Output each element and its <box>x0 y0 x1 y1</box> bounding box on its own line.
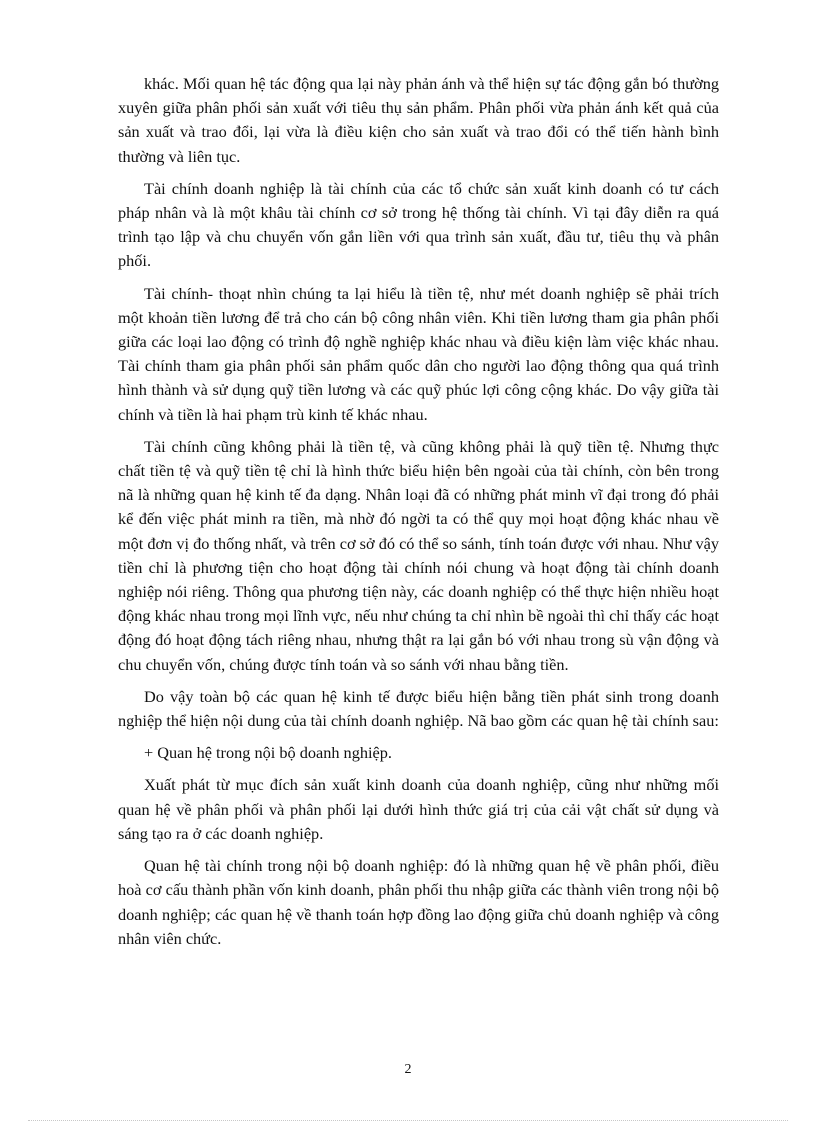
paragraph-8: Quan hệ tài chính trong nội bộ doanh nghiệp: đó là những quan hệ về phân phối, điều hoà cơ cấu thành phần vốn kinh doanh, phân phối thu nhập giữa các thành viên trong nội bộ doanh nghiệp; các quan hệ về thanh toán hợp đồng lao động giữa chủ doanh nghiệp và công nhân viên chức. <box>118 856 719 948</box>
paragraph-7: Xuất phát từ mục đích sản xuất kinh doanh của doanh nghiệp, cũng như những mối quan hệ về phân phối và phân phối lại dưới hình thức giá trị của cải vật chất sử dụng và sáng tạo ra ở các doanh nghiệp. <box>118 775 719 843</box>
paragraph-3: Tài chính- thoạt nhìn chúng ta lại hiểu là tiền tệ, như mét doanh nghiệp sẽ phải trích một khoản tiền lương để trả cho cán bộ công nhân viên. Khi tiền lương tham gia phân phối giữa các loại lao động có trình độ nghề nghiệp khác nhau và điều kiện làm việc khác nhau. Tài chính tham gia phân phối sản phẩm quốc dân cho người lao động thông qua quá trình hình thành và sử dụng quỹ tiền lương và các quỹ phúc lợi công cộng khác. Do vậy giữa tài chính và tiền là hai phạm trù kinh tế khác nhau. <box>118 283 719 424</box>
paragraph-4: Tài chính cũng không phải là tiền tệ, và cũng không phải là quỹ tiền tệ. Nhưng thực chất tiền tệ và quỹ tiền tệ chỉ là hình thức biểu hiện bên ngoài của tài chính, còn bên trong nã là những quan hệ kinh tế đa dạng. Nhân loại đã có những phát minh vĩ đại trong đó phải kể đến việc phát minh ra tiền, mà nhờ đó ngời ta có thể quy mọi hoạt động khác nhau về một đơn vị đo thống nhất, và trên cơ sở đó có thể so sánh, tính toán được với nhau. Như vậy tiền chỉ là phương tiện cho hoạt động tài chính nói chung và hoạt động tài chính doanh nghiệp nói riêng. Thông qua phương tiện này, các doanh nghiệp có thể thực hiện nhiều hoạt động khác nhau trong mọi lĩnh vực, nếu như chúng ta chỉ nhìn bề ngoài thì chỉ thấy các hoạt động đó hoạt động tách riêng nhau, nhưng thật ra lại gắn bó với nhau trong sù vận động và chu chuyển vốn, chúng được tính toán và so sánh với nhau bằng tiền. <box>118 436 719 674</box>
paragraph-6: + Quan hệ trong nội bộ doanh nghiệp. <box>144 743 392 763</box>
page-bottom-divider <box>28 1120 788 1121</box>
paragraph-2: Tài chính doanh nghiệp là tài chính của các tổ chức sản xuất kinh doanh có tư cách pháp nhân và là một khâu tài chính cơ sở trong hệ thống tài chính. Vì tại đây diễn ra quá trình tạo lập và chu chuyển vốn gắn liền với qua trình sản xuất, đầu tư, tiêu thụ và phân phối. <box>118 178 719 271</box>
paragraph-5: Do vậy toàn bộ các quan hệ kinh tế được biểu hiện bằng tiền phát sinh trong doanh nghiệp thể hiện nội dung của tài chính doanh nghiệp. Nã bao gồm các quan hệ tài chính sau: <box>118 686 719 731</box>
page-number: 2 <box>404 1062 412 1077</box>
paragraph-1: khác. Mối quan hệ tác động qua lại này phản ánh và thể hiện sự tác động gắn bó thường xuyên giữa phân phối sản xuất với tiêu thụ sản phẩm. Phân phối vừa phản ánh kết quả của sản xuất và trao đổi, lại vừa là điều kiện cho sản xuất và trao đổi có thể tiến hành bình thường và liên tục. <box>118 74 719 166</box>
body-text <box>118 72 719 959</box>
